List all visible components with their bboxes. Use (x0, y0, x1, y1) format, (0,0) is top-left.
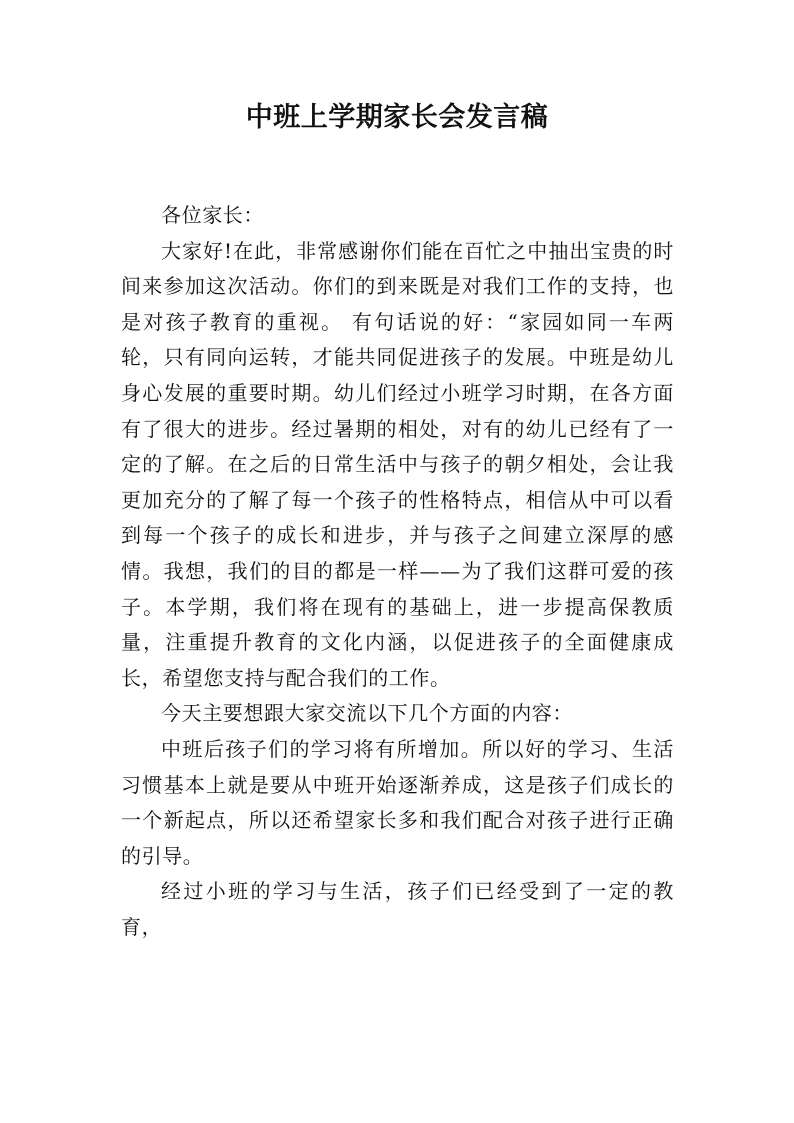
document-title: 中班上学期家长会发言稿 (245, 102, 549, 133)
paragraph-greeting: 大家好!在此，非常感谢你们能在百忙之中抽出宝贵的时间来参加这次活动。你们的到来既是对我们工作的支持，也是对孩子教育的重视。 有句话说的好：“家园如同一车两轮，只有同向运转，才能共同促进孩子的发展。中班是幼儿身心发展的重要时期。幼儿们经过小班学习时期，在各方面有了很大的进步。经过暑期的相处，对有的幼儿已经有了一定的了解。在之后的日常生活中与孩子的朝夕相处，会让我更加充分的了解了每一个孩子的性格特点，相信从中可以看到每一个孩子的成长和进步，并与孩子之间建立深厚的感情。我想，我们的目的都是一样——为了我们这群可爱的孩子。本学期，我们将在现有的基础上，进一步提高保教质量，注重提升教育的文化内涵，以促进孩子的全面健康成长，希望您支持与配合我们的工作。 (121, 238, 674, 690)
paragraph-education: 经过小班的学习与生活，孩子们已经受到了一定的教育， (121, 879, 674, 939)
paragraph-learning-habits: 中班后孩子们的学习将有所增加。所以好的学习、生活习惯基本上就是要从中班开始逐渐养成，这是孩子们成长的一个新起点，所以还希望家长多和我们配合对孩子进行正确的引导。 (121, 736, 674, 868)
document-body (121, 198, 674, 945)
paragraph-topics-intro: 今天主要想跟大家交流以下几个方面的内容： (161, 701, 573, 726)
salutation: 各位家长： (161, 203, 264, 227)
